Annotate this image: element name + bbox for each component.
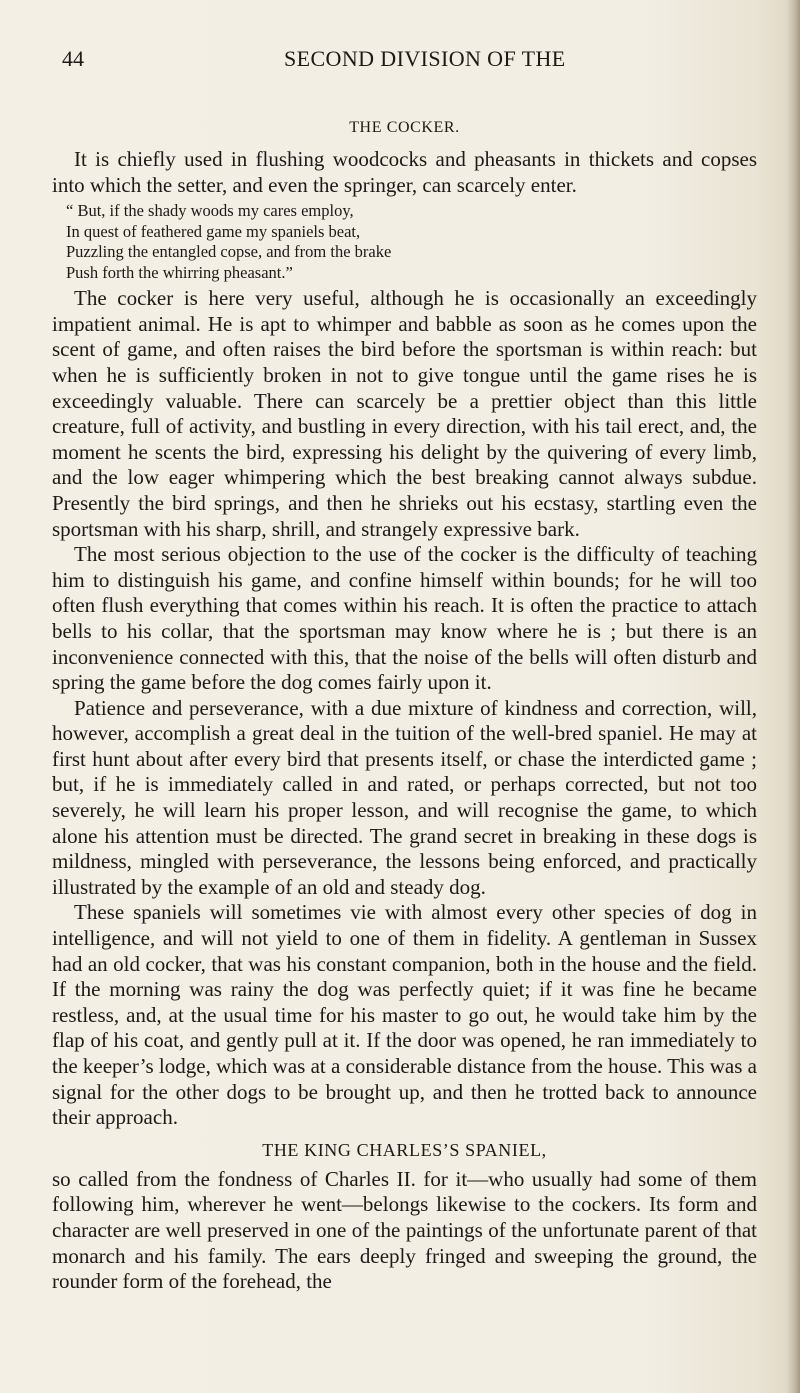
section-heading-king-charles-spaniel: THE KING CHARLES’S SPANIEL, — [262, 1139, 547, 1160]
page-edge-shadow — [786, 0, 800, 1393]
verse-quote — [66, 201, 757, 283]
body-paragraph: The cocker is here very useful, although he is occasionally an exceedingly impatient animal. He is apt to whimper and babble as soon as he comes upon the scent of game, and often raises the bird before the sportsman is within reach: but when he is sufficiently broken in not to give tongue until the game rises he is exceedingly valuable. There can scarcely be a prettier object than this little creature, full of activity, and bustling in every direction, with his tail erect, and, the moment he scents the bird, expressing his delight by the quivering of every limb, and the low eager whimpering which the best breaking cannot always subdue. Presently the bird springs, and then he shrieks out his ecstasy, startling even the sportsman with his sharp, shrill, and strangely expressive bark. — [52, 286, 757, 541]
body-paragraph: The most serious objection to the use of the cocker is the difficulty of teaching him to distinguish his game, and confine himself within bounds; for he will too often flush everything that comes within his reach. It is often the practice to attach bells to his collar, that the sportsman may know where he is ; but there is an inconvenience connected with this, that the noise of the bells will often disturb and spring the game before the dog comes fairly upon it. — [52, 542, 757, 695]
verse-line: Push forth the whirring pheasant.” — [66, 262, 293, 282]
verse-line: In quest of feathered game my spaniels beat, — [66, 221, 361, 241]
intro-paragraph: It is chiefly used in flushing woodcocks and pheasants in thickets and copses into which the setter, and even the springer, can scarcely enter. — [52, 147, 757, 197]
verse-line: “ But, if the shady woods my cares employ, — [66, 201, 354, 221]
section-heading-cocker: THE COCKER. — [349, 119, 460, 136]
body-paragraph: These spaniels will sometimes vie with almost every other species of dog in intelligence, and will not yield to one of them in fidelity. A gentleman in Sussex had an old cocker, that was his constant companion, both in the house and the field. If the morning was rainy the dog was perfectly quiet; if it was fine he became restless, and, at the usual time for his master to go out, he would take him by the flap of his coat, and gently pull at it. If the door was opened, he ran immediately to the keeper’s lodge, which was at a considerable distance from the house. This was a signal for the other dogs to be brought up, and then he trotted back to announce their approach. — [52, 900, 757, 1130]
body-paragraph: Patience and perseverance, with a due mixture of kindness and correction, will, however, accomplish a great deal in the tuition of the well-bred spaniel. He may at first hunt about after every bird that presents itself, or chase the interdicted game ; but, if he is immediately called in and rated, or perhaps corrected, but not too severely, he will learn his proper lesson, and will recognise the game, to which alone his attention must be directed. The grand secret in breaking in these dogs is mildness, mingled with perseverance, the lessons being enforced, and practically illustrated by the example of an old and steady dog. — [52, 695, 757, 899]
page-number: 44 — [62, 46, 84, 71]
running-title: SECOND DIVISION OF THE — [284, 46, 566, 71]
page-body — [52, 118, 757, 1295]
running-head — [0, 44, 800, 74]
body-paragraph-continued: so called from the fondness of Charles II. for it—who usually had some of them following him, wherever he went—belongs likewise to the cockers. Its form and character are well preserved in one of the paintings of the unfortunate parent of that monarch and his family. The ears deeply fringed and sweeping the ground, the rounder form of the forehead, the — [52, 1166, 757, 1294]
verse-line: Puzzling the entangled copse, and from the brake — [66, 242, 392, 262]
